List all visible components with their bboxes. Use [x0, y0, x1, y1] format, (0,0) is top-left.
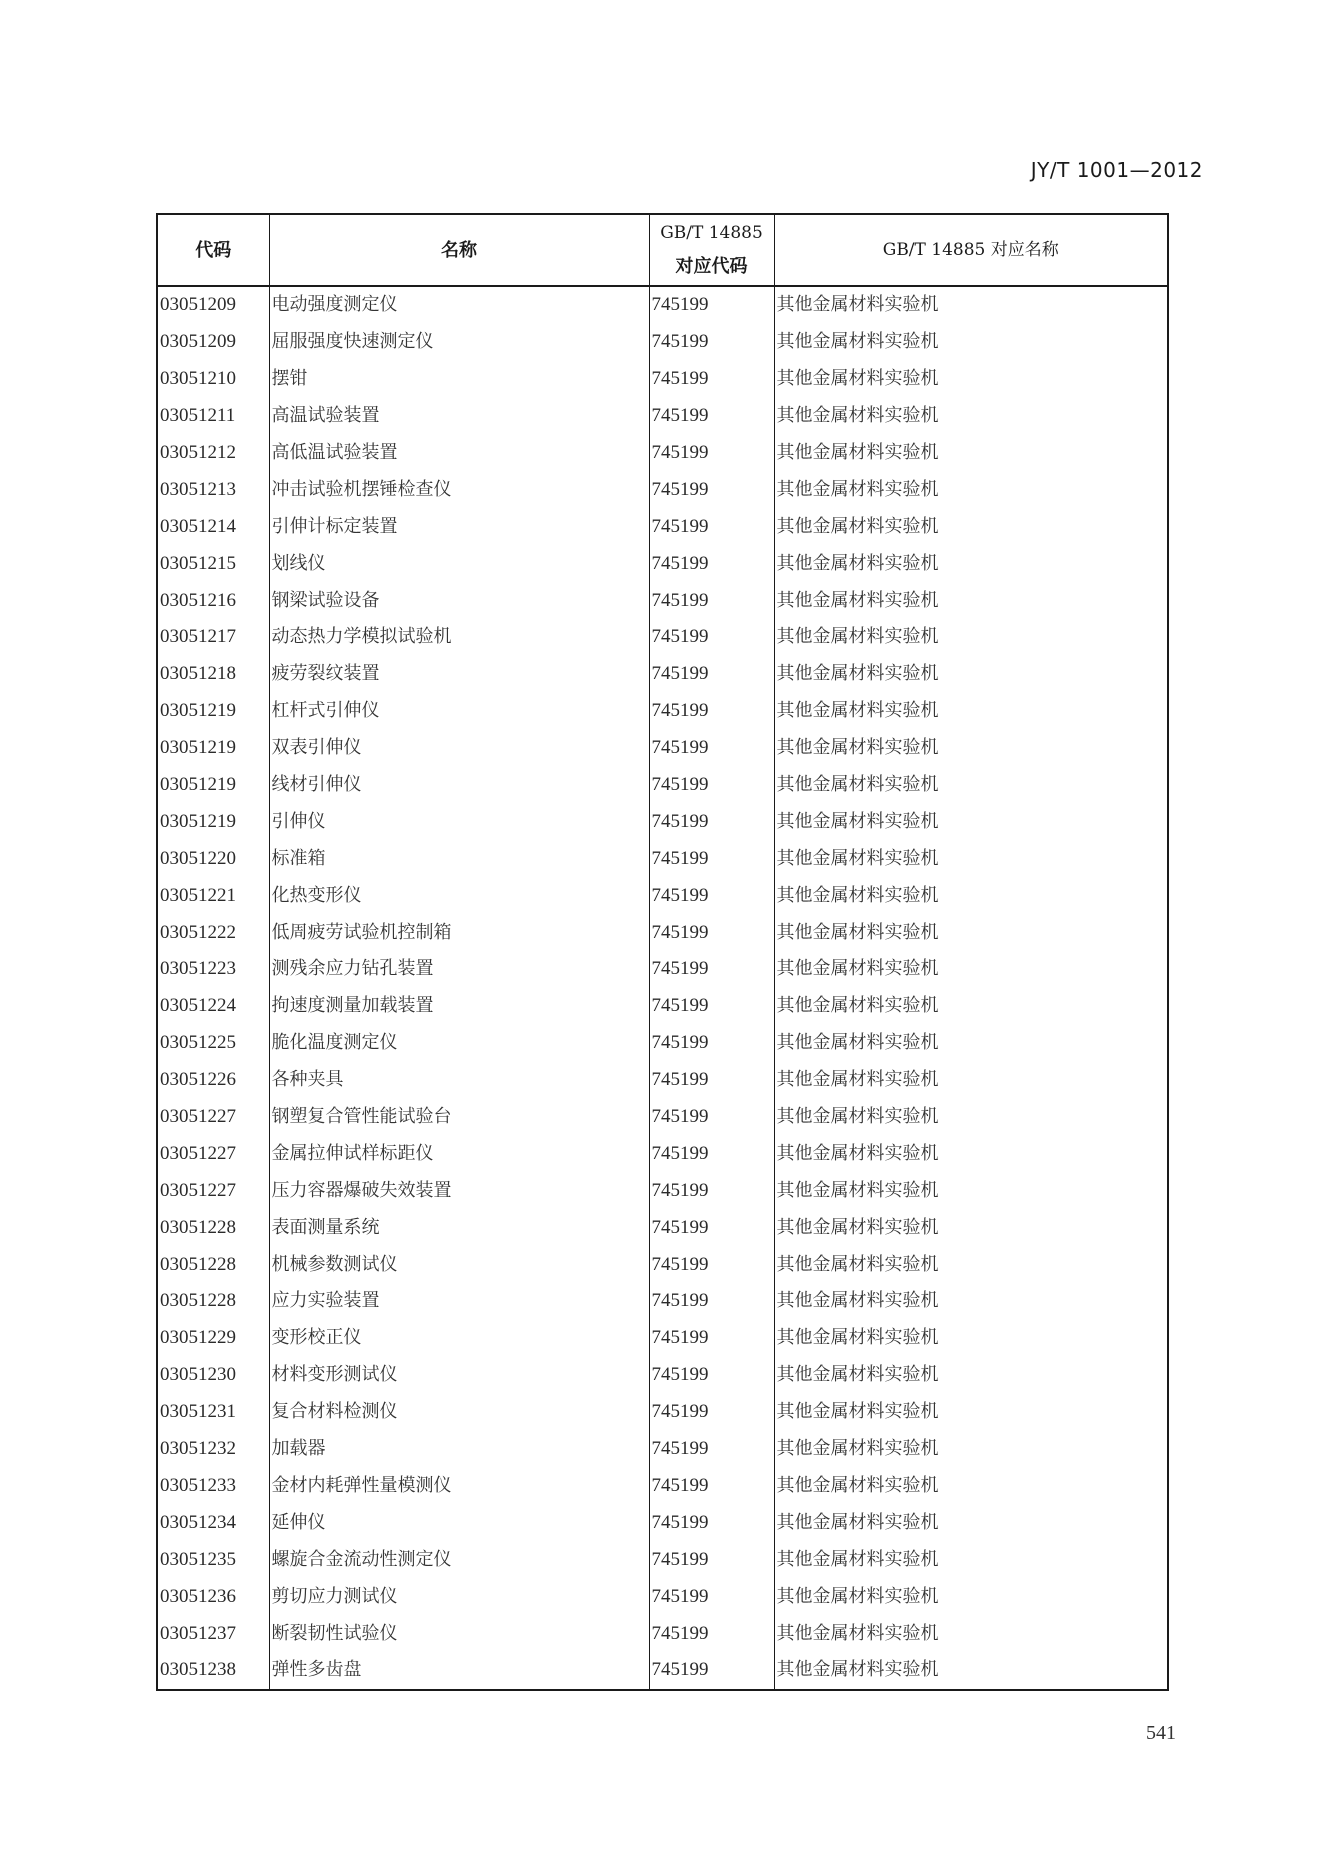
code-cell: 03051219: [157, 693, 269, 730]
gb-code-cell: 745199: [649, 1283, 774, 1320]
code-cell: 03051210: [157, 361, 269, 398]
name-cell: 应力实验装置: [269, 1283, 649, 1320]
name-cell: 弹性多齿盘: [269, 1652, 649, 1690]
gb-name-cell: 其他金属材料实验机: [776, 405, 939, 427]
gb-name-cell: 其他金属材料实验机: [776, 921, 939, 943]
table-row: [157, 1283, 1168, 1320]
gb-name-cell: 其他金属材料实验机: [776, 1142, 939, 1164]
code-cell: 03051219: [157, 730, 269, 767]
gb-code-cell: 745199: [649, 1099, 774, 1136]
gb-code-cell: 745199: [649, 471, 774, 508]
table-row: [157, 1431, 1168, 1468]
column-header-gb-code: [649, 214, 774, 286]
table-row: [157, 1025, 1168, 1062]
code-cell: 03051223: [157, 951, 269, 988]
name-cell: 化热变形仪: [269, 877, 649, 914]
table-body: [157, 286, 1168, 1690]
table-row: [157, 1135, 1168, 1172]
gb-name-cell: 其他金属材料实验机: [776, 1622, 939, 1644]
gb-code-cell: 745199: [649, 1246, 774, 1283]
gb-name-cell: 其他金属材料实验机: [776, 995, 939, 1017]
name-cell: 金属拉伸试样标距仪: [269, 1135, 649, 1172]
column-header-name-label: 名称: [441, 239, 477, 261]
gb-name-cell: 其他金属材料实验机: [776, 1253, 939, 1275]
name-cell: 各种夹具: [269, 1062, 649, 1099]
code-cell: 03051235: [157, 1541, 269, 1578]
table-row: [157, 1468, 1168, 1505]
gb-code-cell: 745199: [649, 840, 774, 877]
name-cell: 屈服强度快速测定仪: [269, 324, 649, 361]
gb-name-cell: 其他金属材料实验机: [776, 1032, 939, 1054]
name-cell: 低周疲劳试验机控制箱: [269, 914, 649, 951]
code-cell: 03051209: [157, 324, 269, 361]
gb-code-cell: 745199: [649, 988, 774, 1025]
gb-name-cell: 其他金属材料实验机: [776, 1216, 939, 1238]
table-row: [157, 877, 1168, 914]
equipment-code-table: [156, 213, 1169, 1691]
gb-code-cell: 745199: [649, 1431, 774, 1468]
column-header-gb-code-line2: 对应代码: [675, 256, 748, 277]
name-cell: 钢梁试验设备: [269, 582, 649, 619]
gb-code-cell: 745199: [649, 1320, 774, 1357]
code-cell: 03051213: [157, 471, 269, 508]
table-row: [157, 1209, 1168, 1246]
column-header-name: [269, 214, 649, 286]
name-cell: 双表引伸仪: [269, 730, 649, 767]
table-row: [157, 508, 1168, 545]
code-cell: 03051216: [157, 582, 269, 619]
code-cell: 03051236: [157, 1578, 269, 1615]
gb-name-cell: 其他金属材料实验机: [776, 1585, 939, 1607]
gb-code-cell: 745199: [649, 767, 774, 804]
name-cell: 断裂韧性试验仪: [269, 1615, 649, 1652]
gb-code-cell: 745199: [649, 1172, 774, 1209]
column-header-code: [157, 214, 269, 286]
code-cell: 03051234: [157, 1504, 269, 1541]
name-cell: 引伸仪: [269, 803, 649, 840]
column-header-gb-code-line1: GB/T 14885: [660, 223, 763, 243]
gb-code-cell: 745199: [649, 1357, 774, 1394]
table-row: [157, 1615, 1168, 1652]
code-cell: 03051237: [157, 1615, 269, 1652]
table-row: [157, 988, 1168, 1025]
name-cell: 冲击试验机摆锤检查仪: [269, 471, 649, 508]
table-row: [157, 1394, 1168, 1431]
gb-name-cell: 其他金属材料实验机: [776, 294, 939, 316]
table-row: [157, 914, 1168, 951]
name-cell: 脆化温度测定仪: [269, 1025, 649, 1062]
gb-code-cell: 745199: [649, 508, 774, 545]
table-header-row: [157, 214, 1168, 286]
gb-name-cell: 其他金属材料实验机: [776, 810, 939, 832]
gb-code-cell: 745199: [649, 1652, 774, 1690]
name-cell: 剪切应力测试仪: [269, 1578, 649, 1615]
gb-name-cell: 其他金属材料实验机: [776, 663, 939, 685]
gb-code-cell: 745199: [649, 1209, 774, 1246]
code-cell: 03051211: [157, 398, 269, 435]
name-cell: 变形校正仪: [269, 1320, 649, 1357]
name-cell: 机械参数测试仪: [269, 1246, 649, 1283]
table-row: [157, 1357, 1168, 1394]
gb-code-cell: 745199: [649, 286, 774, 324]
name-cell: 线材引伸仪: [269, 767, 649, 804]
gb-name-cell: 其他金属材料实验机: [776, 1548, 939, 1570]
gb-code-cell: 745199: [649, 582, 774, 619]
code-cell: 03051218: [157, 656, 269, 693]
table-row: [157, 767, 1168, 804]
gb-name-cell: 其他金属材料实验机: [776, 515, 939, 537]
code-cell: 03051221: [157, 877, 269, 914]
gb-code-cell: 745199: [649, 803, 774, 840]
gb-code-cell: 745199: [649, 914, 774, 951]
name-cell: 摆钳: [269, 361, 649, 398]
page-number: 541: [1146, 1722, 1176, 1744]
code-cell: 03051219: [157, 803, 269, 840]
name-cell: 划线仪: [269, 545, 649, 582]
code-cell: 03051215: [157, 545, 269, 582]
gb-code-cell: 745199: [649, 1504, 774, 1541]
gb-code-cell: 745199: [649, 435, 774, 472]
gb-code-cell: 745199: [649, 398, 774, 435]
gb-code-cell: 745199: [649, 1468, 774, 1505]
gb-name-cell: 其他金属材料实验机: [776, 737, 939, 759]
code-cell: 03051228: [157, 1283, 269, 1320]
table-row: [157, 1099, 1168, 1136]
gb-name-cell: 其他金属材料实验机: [776, 1511, 939, 1533]
column-header-gb-name: [774, 214, 1168, 286]
gb-name-cell: 其他金属材料实验机: [776, 1106, 939, 1128]
gb-code-cell: 745199: [649, 877, 774, 914]
code-cell: 03051227: [157, 1099, 269, 1136]
code-cell: 03051225: [157, 1025, 269, 1062]
gb-name-cell: 其他金属材料实验机: [776, 958, 939, 980]
name-cell: 疲劳裂纹装置: [269, 656, 649, 693]
gb-code-cell: 745199: [649, 1062, 774, 1099]
table-row: [157, 656, 1168, 693]
table-row: [157, 1172, 1168, 1209]
table-row: [157, 951, 1168, 988]
table-row: [157, 582, 1168, 619]
gb-name-cell: 其他金属材料实验机: [776, 774, 939, 796]
code-cell: 03051219: [157, 767, 269, 804]
table-row: [157, 1504, 1168, 1541]
gb-name-cell: 其他金属材料实验机: [776, 1659, 939, 1681]
gb-name-cell: 其他金属材料实验机: [776, 1438, 939, 1460]
gb-code-cell: 745199: [649, 619, 774, 656]
gb-code-cell: 745199: [649, 324, 774, 361]
name-cell: 测残余应力钻孔装置: [269, 951, 649, 988]
gb-name-cell: 其他金属材料实验机: [776, 589, 939, 611]
name-cell: 压力容器爆破失效装置: [269, 1172, 649, 1209]
name-cell: 延伸仪: [269, 1504, 649, 1541]
code-cell: 03051212: [157, 435, 269, 472]
gb-name-cell: 其他金属材料实验机: [776, 478, 939, 500]
code-cell: 03051227: [157, 1172, 269, 1209]
name-cell: 高低温试验装置: [269, 435, 649, 472]
table-row: [157, 1062, 1168, 1099]
code-cell: 03051220: [157, 840, 269, 877]
name-cell: 金材内耗弹性量模测仪: [269, 1468, 649, 1505]
gb-code-cell: 745199: [649, 361, 774, 398]
gb-code-cell: 745199: [649, 1541, 774, 1578]
name-cell: 杠杆式引伸仪: [269, 693, 649, 730]
gb-name-cell: 其他金属材料实验机: [776, 1290, 939, 1312]
name-cell: 动态热力学模拟试验机: [269, 619, 649, 656]
code-cell: 03051227: [157, 1135, 269, 1172]
gb-code-cell: 745199: [649, 545, 774, 582]
code-cell: 03051222: [157, 914, 269, 951]
gb-name-cell: 其他金属材料实验机: [776, 552, 939, 574]
code-cell: 03051224: [157, 988, 269, 1025]
gb-code-cell: 745199: [649, 951, 774, 988]
standard-code-header: JY/T 1001—2012: [1030, 158, 1203, 182]
name-cell: 拘速度测量加载装置: [269, 988, 649, 1025]
table-row: [157, 1652, 1168, 1690]
name-cell: 标准箱: [269, 840, 649, 877]
name-cell: 钢塑复合管性能试验台: [269, 1099, 649, 1136]
gb-name-cell: 其他金属材料实验机: [776, 1327, 939, 1349]
name-cell: 电动强度测定仪: [269, 286, 649, 324]
table-row: [157, 840, 1168, 877]
code-cell: 03051228: [157, 1209, 269, 1246]
column-header-code-label: 代码: [195, 239, 232, 261]
gb-name-cell: 其他金属材料实验机: [776, 1401, 939, 1423]
gb-name-cell: 其他金属材料实验机: [776, 1069, 939, 1091]
gb-name-cell: 其他金属材料实验机: [776, 368, 939, 390]
gb-name-cell: 其他金属材料实验机: [776, 442, 939, 463]
gb-name-cell: 其他金属材料实验机: [776, 847, 939, 869]
table-row: [157, 730, 1168, 767]
gb-code-cell: 745199: [649, 1394, 774, 1431]
code-cell: 03051232: [157, 1431, 269, 1468]
code-cell: 03051217: [157, 619, 269, 656]
table-row: [157, 398, 1168, 435]
name-cell: 螺旋合金流动性测定仪: [269, 1541, 649, 1578]
gb-code-cell: 745199: [649, 1578, 774, 1615]
gb-name-cell: 其他金属材料实验机: [776, 884, 939, 906]
gb-code-cell: 745199: [649, 1025, 774, 1062]
table-row: [157, 286, 1168, 324]
code-cell: 03051230: [157, 1357, 269, 1394]
gb-code-cell: 745199: [649, 1135, 774, 1172]
gb-name-cell: 其他金属材料实验机: [776, 626, 939, 648]
code-cell: 03051228: [157, 1246, 269, 1283]
table-row: [157, 1578, 1168, 1615]
table-row: [157, 545, 1168, 582]
table-row: [157, 361, 1168, 398]
name-cell: 引伸计标定装置: [269, 508, 649, 545]
table-row: [157, 324, 1168, 361]
gb-name-cell: 其他金属材料实验机: [776, 1179, 939, 1201]
gb-name-cell: 其他金属材料实验机: [776, 700, 939, 722]
table-row: [157, 803, 1168, 840]
gb-name-cell: 其他金属材料实验机: [776, 1364, 939, 1386]
table-row: [157, 619, 1168, 656]
name-cell: 复合材料检测仪: [269, 1394, 649, 1431]
gb-code-cell: 745199: [649, 656, 774, 693]
gb-name-cell: 其他金属材料实验机: [776, 1474, 939, 1496]
gb-code-cell: 745199: [649, 730, 774, 767]
gb-code-cell: 745199: [649, 1615, 774, 1652]
gb-name-cell: 其他金属材料实验机: [776, 331, 939, 353]
name-cell: 表面测量系统: [269, 1209, 649, 1246]
table-row: [157, 471, 1168, 508]
name-cell: 加载器: [269, 1431, 649, 1468]
table-row: [157, 1246, 1168, 1283]
code-cell: 03051229: [157, 1320, 269, 1357]
code-cell: 03051238: [157, 1652, 269, 1690]
column-header-gb-name-label: GB/T 14885 对应名称: [882, 240, 1059, 260]
gb-code-cell: 745199: [649, 693, 774, 730]
table-row: [157, 435, 1168, 472]
code-cell: 03051226: [157, 1062, 269, 1099]
table-row: [157, 693, 1168, 730]
code-cell: 03051233: [157, 1468, 269, 1505]
code-cell: 03051209: [157, 286, 269, 324]
table-row: [157, 1320, 1168, 1357]
code-cell: 03051231: [157, 1394, 269, 1431]
table-row: [157, 1541, 1168, 1578]
name-cell: 高温试验装置: [269, 398, 649, 435]
name-cell: 材料变形测试仪: [269, 1357, 649, 1394]
code-cell: 03051214: [157, 508, 269, 545]
